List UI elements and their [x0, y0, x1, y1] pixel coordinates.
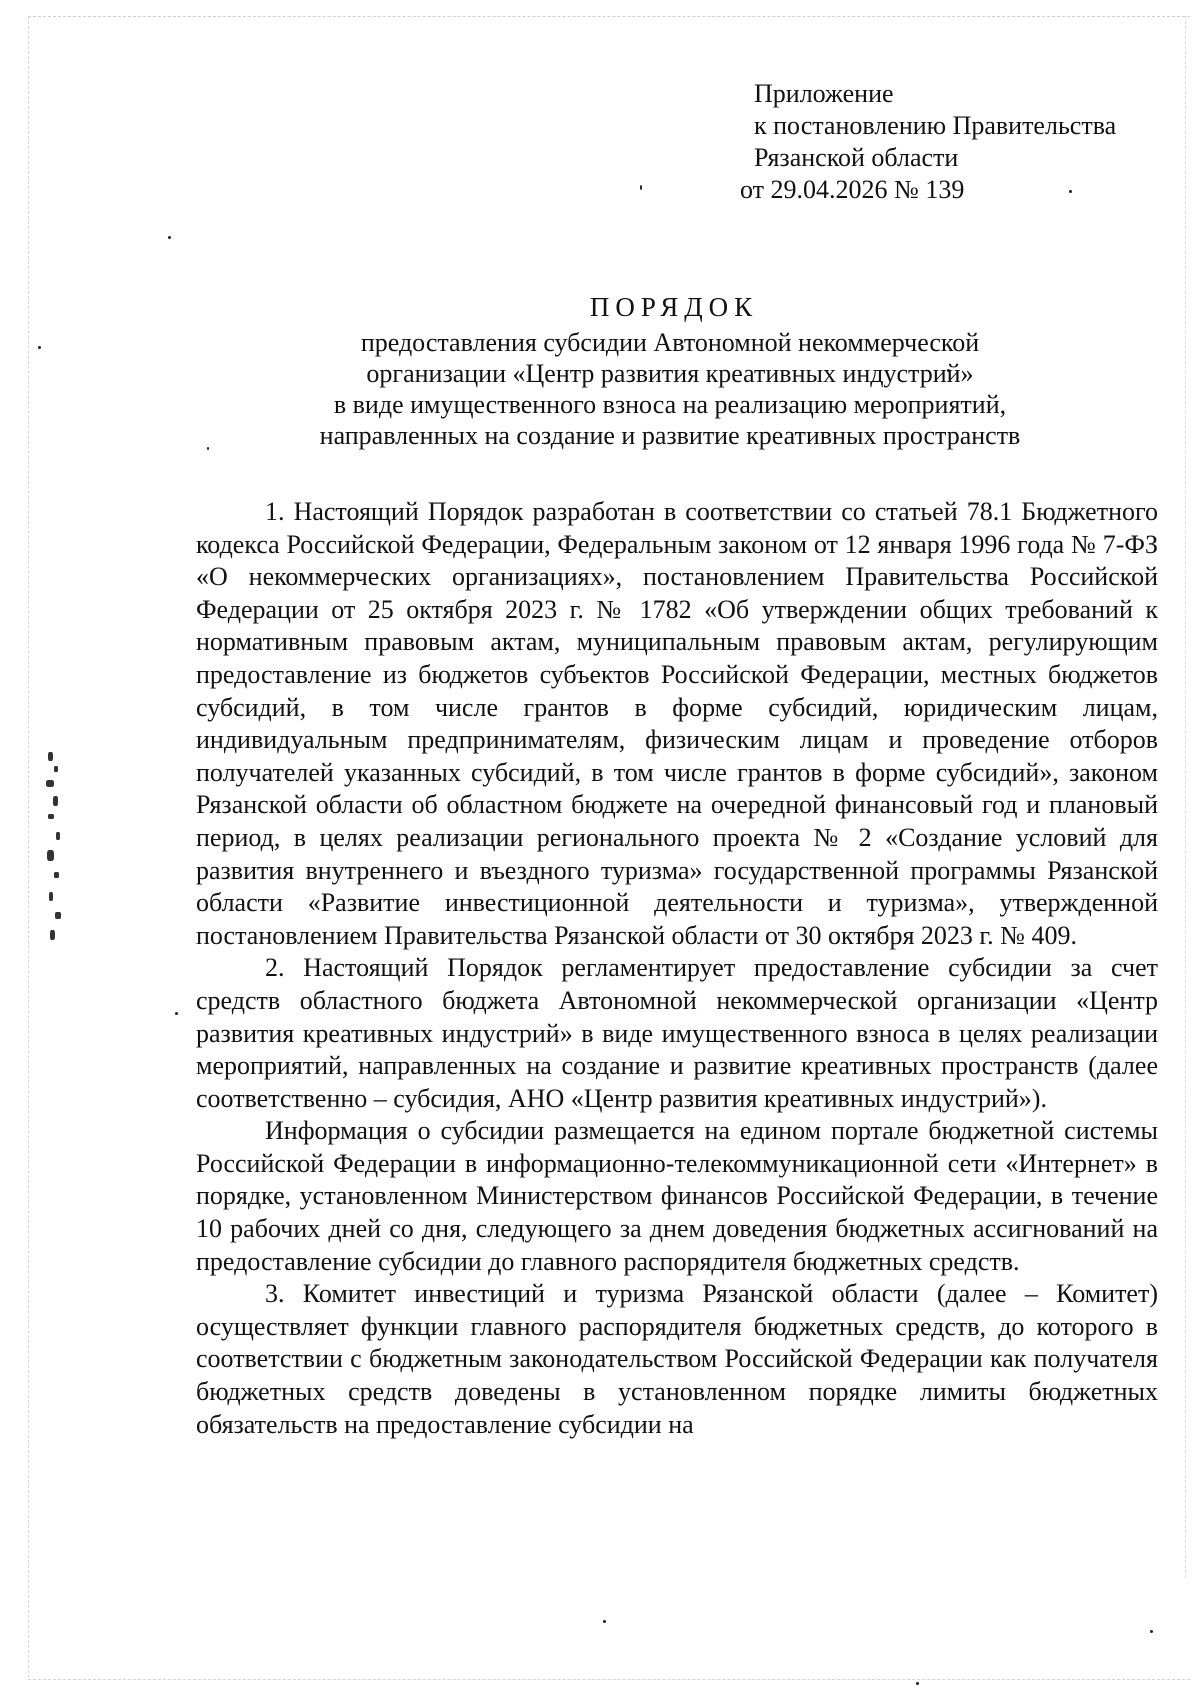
binding-marks	[44, 752, 66, 942]
header-line-3: Рязанской области	[754, 143, 959, 172]
scan-speck	[175, 1012, 178, 1015]
paragraph-3: Информация о субсидии размещается на едином портале бюджетной системы Российской Федерации в информационно-телекоммуникационной сети «Интернет» в порядке, установленном Министерством финансов Российской Федерации, в течение 10 рабочих дней со дня, следующего за днем доведения бюджетных ассигнований на предоставление субсидии до главного распорядителя бюджетных средств.	[196, 1116, 1158, 1276]
scan-border-top	[28, 16, 1190, 17]
header-line-1: Приложение	[754, 79, 894, 108]
scan-speck	[916, 1682, 919, 1685]
document-title	[190, 292, 1150, 451]
paragraph-4: 3. Комитет инвестиций и туризма Рязанской области (далее – Комитет) осуществляет функции главного распорядителя бюджетных средств, до которого в соответствии с бюджетным законодательством Российской Федерации как получателя бюджетных средств доведены в установленном порядке лимиты бюджетных обязательств на предоставление субсидии на	[196, 1279, 1158, 1439]
title-line-4: направленных на создание и развитие креативных пространств	[319, 421, 1021, 450]
scan-speck	[640, 185, 642, 190]
scan-border-left	[28, 16, 29, 1678]
paragraph-2: 2. Настоящий Порядок регламентирует предоставление субсидии за счет средств областного бюджета Автономной некоммерческой организации «Центр развития креативных индустрий» в виде имущественного взноса в целях реализации мероприятий, направленных на создание и развитие креативных пространств (далее соответственно – субсидия, АНО «Центр развития креативных индустрий»).	[196, 953, 1158, 1113]
title-line-1: предоставления субсидии Автономной некоммерческой	[360, 328, 980, 357]
scan-speck	[38, 346, 41, 349]
header-line-2: к постановлению Правительства	[754, 111, 1117, 140]
scan-speck	[168, 236, 171, 239]
paragraph-1: 1. Настоящий Порядок разработан в соответствии со статьей 78.1 Бюджетного кодекса Российской Федерации, Федеральным законом от 12 января 1996 года № 7-ФЗ «О некоммерческих организациях», постановлением Правительства Российской Федерации от 25 октября 2023 г. № 1782 «Об утверждении общих требований к нормативным правовым актам, муниципальным правовым актам, регулирующим предоставление из бюджетов субъектов Российской Федерации, местных бюджетов субсидий, в том числе грантов в форме субсидий, юридическим лицам, индивидуальным предпринимателям, физическим лицам и проведение отборов получателей указанных субсидий, в том числе грантов в форме субсидий», законом Рязанской области об областном бюджете на очередной финансовый год и плановый период, в целях реализации регионального проекта № 2 «Создание условий для развития внутреннего и въездного туризма» государственной программы Рязанской области «Развитие инвестиционной деятельности и туризма», утвержденной постановлением Правительства Рязанской области от 30 октября 2023 г. № 409.	[196, 497, 1158, 950]
title-line-2: организации «Центр развития креативных индустрий»	[366, 359, 974, 388]
header-line-4: от 29.04.2026 № 139	[740, 175, 965, 204]
document-body	[196, 496, 1158, 1441]
scan-speck	[1150, 1630, 1153, 1633]
scan-border-bottom	[28, 1679, 1190, 1680]
appendix-header	[740, 78, 1160, 206]
scan-border-right	[1185, 16, 1186, 1578]
title-main: ПОРЯДОК	[589, 292, 759, 322]
title-line-3: в виде имущественного взноса на реализацию мероприятий,	[333, 390, 1007, 419]
scan-speck	[603, 1620, 606, 1623]
